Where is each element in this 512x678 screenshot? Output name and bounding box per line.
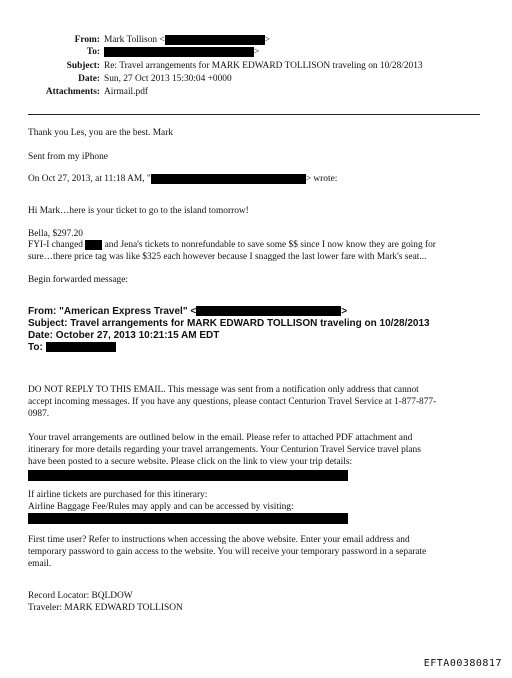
quote-begin-forwarded: Begin forwarded message: [28, 275, 128, 285]
header-from-close: > [264, 35, 271, 46]
fwd-from-label: From: [28, 306, 57, 317]
header-from-value: Mark Tollison < [104, 35, 165, 46]
fwd-from-row [28, 306, 484, 318]
msg-traveler: Traveler: MARK EDWARD TOLLISON [28, 603, 183, 613]
redacted-trip-link [28, 470, 348, 481]
header-date-value: Sun, 27 Oct 2013 15:30:04 +0000 [104, 74, 232, 84]
redaction-bar [85, 240, 102, 250]
fwd-subject-value: Travel arrangements for MARK EDWARD TOLLISON traveling on 10/28/2013 [70, 318, 430, 329]
msg-airline-line2: Airline Baggage Fee/Rules may apply and can be accessed by visiting: [28, 502, 294, 512]
redaction-bar [104, 47, 254, 57]
fwd-subject-row [28, 318, 484, 330]
quote-on-date: On Oct 27, 2013, at 11:18 AM, " [28, 174, 151, 185]
quote-fyi-a: FYI-I changed [28, 240, 83, 251]
quote-fyi-line2: sure…there price tag was like $325 each however because I snagged the last lower fare with Mark's seat... [28, 252, 427, 262]
redacted-baggage-link [28, 513, 348, 524]
header-divider [28, 114, 480, 115]
redaction-bar [196, 306, 341, 316]
msg-first-time-line2: temporary password to gain access to the website. You will receive your temporary password in a separate [28, 547, 427, 557]
msg-noreply-line3: 0987. [28, 409, 50, 419]
quote-greeting: Hi Mark…here is your ticket to go to the island tomorrow! [28, 206, 249, 216]
reply-thanks: Thank you Les, you are the best. Mark [28, 128, 174, 138]
fwd-date-value: October 27, 2013 10:21:15 AM EDT [55, 330, 220, 341]
redaction-bar [151, 174, 306, 184]
header-to-close: > [254, 47, 260, 58]
header-from-label: From: [74, 35, 100, 46]
quote-wrote: > wrote: [305, 174, 338, 185]
header-attachments-label: Attachments: [45, 87, 100, 97]
document-id: EFTA00380817 [423, 657, 502, 669]
fwd-from-close: > [341, 306, 348, 317]
header-subject-value: Re: Travel arrangements for MARK EDWARD TOLLISON traveling on 10/28/2013 [104, 61, 423, 71]
msg-arrangements-line2: itinerary for more details regarding your travel arrangements. Your Centurion Travel Service travel plans [28, 445, 421, 455]
msg-record-locator: Record Locator: BQLDOW [28, 591, 133, 601]
msg-arrangements-line3: have been posted to a secure website. Please click on the link to view your trip details: [28, 457, 353, 467]
msg-noreply-line1: DO NOT REPLY TO THIS EMAIL. This message was sent from a notification only address that cannot [28, 385, 419, 395]
header-attachments-row [0, 87, 148, 99]
redaction-bar [165, 35, 265, 45]
fwd-subject-label: Subject: [28, 318, 68, 329]
quote-fyi-b: and Jena's tickets to nonrefundable to save some $$ since I now know they are going for [104, 240, 436, 251]
quote-fyi-line1 [28, 240, 484, 252]
header-from-row [0, 35, 270, 47]
redaction-bar [46, 342, 116, 352]
msg-arrangements-line1: Your travel arrangements are outlined below in the email. Please refer to attached PDF attachment and [28, 433, 413, 443]
msg-first-time-line1: First time user? Refer to instructions when accessing the above website. Enter your email address and [28, 535, 410, 545]
fwd-to-label: To: [28, 342, 43, 353]
fwd-from-value: "American Express Travel" < [59, 306, 197, 317]
header-subject-label: Subject: [66, 61, 100, 71]
msg-first-time-line3: email. [28, 559, 52, 569]
reply-sent-from: Sent from my iPhone [28, 152, 108, 162]
fwd-to-row [28, 342, 484, 354]
fwd-date-label: Date: [28, 330, 54, 341]
fwd-date-row [28, 330, 484, 342]
header-date-row [0, 74, 232, 86]
header-to-row [0, 47, 259, 59]
msg-noreply-line2: accept incoming messages. If you have any questions, please contact Centurion Travel Service at 1-877-877- [28, 397, 437, 407]
header-date-label: Date: [78, 74, 100, 84]
header-subject-row [0, 61, 423, 73]
quote-bella: Bella, $297.20 [28, 229, 83, 239]
msg-airline-line1: If airline tickets are purchased for this itinerary: [28, 490, 208, 500]
attachment-link[interactable]: Airmail.pdf [104, 87, 149, 97]
header-to-label: To: [86, 47, 100, 58]
quote-attribution [28, 174, 484, 186]
